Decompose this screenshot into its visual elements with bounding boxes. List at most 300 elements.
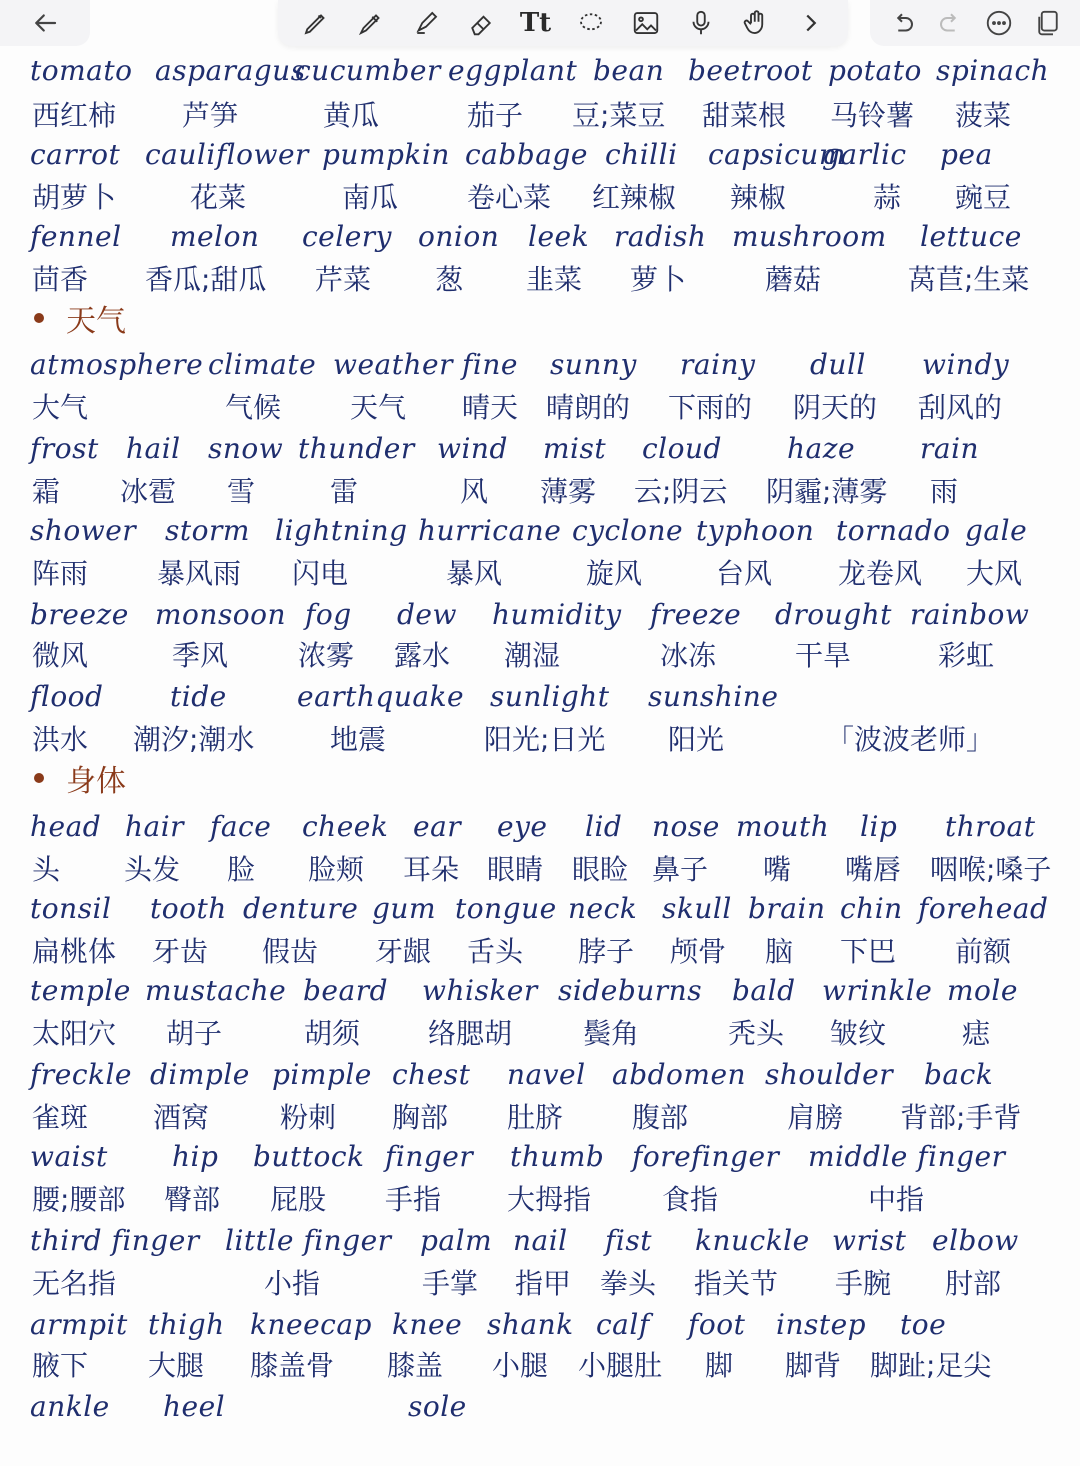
chinese-translation: 黄瓜 xyxy=(323,99,380,132)
chinese-translation: 前额 xyxy=(955,935,1012,968)
chinese-translation: 冰雹 xyxy=(120,475,177,508)
chinese-translation: 露水 xyxy=(394,639,451,672)
vocab-row xyxy=(0,1342,1080,1382)
chinese-translation: 肩膀 xyxy=(787,1101,844,1134)
chinese-translation: 阴霾;薄雾 xyxy=(766,475,888,508)
chevron-right-icon[interactable] xyxy=(791,3,831,43)
chinese-translation: 晴朗的 xyxy=(546,391,631,424)
english-word: fog xyxy=(305,598,352,631)
english-word: garlic xyxy=(822,138,907,171)
lasso-icon[interactable] xyxy=(571,3,611,43)
english-word: waist xyxy=(30,1140,108,1173)
vocab-row xyxy=(0,216,1080,256)
chinese-translation: 胡萝卜 xyxy=(32,181,117,214)
english-word: lightning xyxy=(275,514,408,547)
chinese-translation: 小腿肚 xyxy=(578,1349,663,1382)
english-word: melon xyxy=(170,220,260,253)
chinese-translation: 头发 xyxy=(124,853,181,886)
english-word: gale xyxy=(965,514,1028,547)
english-word: palm xyxy=(420,1224,493,1257)
chinese-translation: 脑 xyxy=(765,935,794,968)
pages-icon[interactable] xyxy=(1028,3,1068,43)
chinese-translation: 地震 xyxy=(330,723,387,756)
section-heading xyxy=(34,296,126,340)
vocab-row xyxy=(0,1260,1080,1300)
vocab-row xyxy=(0,1426,1080,1466)
english-word: hail xyxy=(126,432,181,465)
chinese-translation: 阵雨 xyxy=(32,557,89,590)
chinese-translation: 牙齿 xyxy=(152,935,209,968)
chinese-translation: 西红柿 xyxy=(32,99,117,132)
chinese-translation: 阳光 xyxy=(668,723,725,756)
vocab-row xyxy=(0,1304,1080,1344)
chinese-translation: 微风 xyxy=(32,639,89,672)
chinese-translation: 云;阴云 xyxy=(634,475,728,508)
chinese-translation: 卷心菜 xyxy=(467,181,552,214)
english-word: wrinkle xyxy=(822,974,933,1007)
pencil-icon[interactable] xyxy=(351,3,391,43)
chinese-translation: 大气 xyxy=(32,391,89,424)
vocab-row xyxy=(0,344,1080,384)
english-word: nose xyxy=(652,810,720,843)
chinese-translation: 葱 xyxy=(435,263,464,296)
chinese-translation: 臀部 xyxy=(164,1183,221,1216)
chinese-translation: 指关节 xyxy=(694,1267,779,1300)
english-word: abdomen xyxy=(612,1058,747,1091)
chinese-translation: 酒窝 xyxy=(153,1101,210,1134)
english-word: humidity xyxy=(492,598,622,631)
english-word: rainy xyxy=(680,348,756,381)
chinese-translation: 雪 xyxy=(227,475,256,508)
chinese-translation: 脚趾;足尖 xyxy=(870,1349,992,1382)
chinese-translation: 莴苣;生菜 xyxy=(908,263,1030,296)
chinese-translation: 胡子 xyxy=(166,1017,223,1050)
chinese-translation: 膝盖骨 xyxy=(250,1349,335,1382)
chinese-translation: 雨 xyxy=(930,475,959,508)
chinese-translation: 咽喉;嗓子 xyxy=(930,853,1052,886)
toolbar-left xyxy=(0,0,90,46)
english-word: pumpkin xyxy=(322,138,450,171)
english-word: cloud xyxy=(642,432,722,465)
english-word: dew xyxy=(397,598,457,631)
english-word: thumb xyxy=(510,1140,605,1173)
english-word: rainbow xyxy=(910,598,1030,631)
english-word: back xyxy=(924,1058,994,1091)
english-word: flood xyxy=(30,680,104,713)
vocab-row xyxy=(0,806,1080,846)
english-word: spinach xyxy=(936,54,1050,87)
english-word: skull xyxy=(662,892,732,925)
bullet-icon xyxy=(34,313,44,323)
chinese-translation: 脖子 xyxy=(578,935,635,968)
vocab-row xyxy=(0,384,1080,424)
english-word: freeze xyxy=(650,598,742,631)
chinese-translation: 胡须 xyxy=(304,1017,361,1050)
vocab-row xyxy=(0,676,1080,716)
chinese-translation: 刮风的 xyxy=(918,391,1003,424)
chinese-translation: 雷 xyxy=(330,475,359,508)
chinese-translation: 腰;腰部 xyxy=(32,1183,126,1216)
chinese-translation: 耳朵 xyxy=(403,853,460,886)
english-word: beard xyxy=(303,974,388,1007)
english-word: mist xyxy=(543,432,607,465)
english-word: pimple xyxy=(272,1058,372,1091)
vocab-row xyxy=(0,594,1080,634)
english-word: ankle xyxy=(30,1390,110,1423)
english-word: instep xyxy=(776,1308,867,1341)
chinese-translation: 红辣椒 xyxy=(592,181,677,214)
english-word: pea xyxy=(940,138,993,171)
vocab-row xyxy=(0,174,1080,214)
chinese-translation: 中指 xyxy=(868,1183,925,1216)
chinese-translation: 香瓜;甜瓜 xyxy=(145,263,267,296)
toolbar-right xyxy=(870,0,1080,46)
chinese-translation: 头 xyxy=(32,853,61,886)
english-word: bean xyxy=(593,54,665,87)
vocab-row xyxy=(0,1176,1080,1216)
chinese-translation: 嘴唇 xyxy=(845,853,902,886)
pen-icon[interactable] xyxy=(296,3,336,43)
english-word: haze xyxy=(787,432,856,465)
chinese-translation: 闪电 xyxy=(292,557,349,590)
undo-icon[interactable] xyxy=(882,3,922,43)
english-word: hurricane xyxy=(418,514,562,547)
author-credit: 「波波老师」 xyxy=(826,723,995,756)
chinese-translation: 萝卜 xyxy=(630,263,687,296)
chinese-translation: 腹部 xyxy=(632,1101,689,1134)
vocab-row xyxy=(0,92,1080,132)
english-word: shoulder xyxy=(765,1058,894,1091)
chinese-translation: 眼睛 xyxy=(487,853,544,886)
english-word: toe xyxy=(900,1308,947,1341)
chinese-translation: 旋风 xyxy=(586,557,643,590)
chinese-translation: 小指 xyxy=(264,1267,321,1300)
english-word: monsoon xyxy=(155,598,287,631)
english-word: dull xyxy=(810,348,866,381)
english-word: temple xyxy=(30,974,131,1007)
english-word: knee xyxy=(392,1308,463,1341)
chinese-translation: 脚背 xyxy=(785,1349,842,1382)
english-word: cauliflower xyxy=(145,138,309,171)
english-word: eye xyxy=(497,810,548,843)
chinese-translation: 南瓜 xyxy=(342,181,399,214)
vocab-row xyxy=(0,928,1080,968)
chinese-translation: 天气 xyxy=(350,391,407,424)
vocab-row xyxy=(0,888,1080,928)
english-word: mustache xyxy=(145,974,287,1007)
english-word: breeze xyxy=(30,598,129,631)
section-heading xyxy=(34,756,126,800)
vocab-row xyxy=(0,632,1080,672)
chinese-translation: 茄子 xyxy=(467,99,524,132)
vocab-row xyxy=(0,134,1080,174)
chinese-translation: 指甲 xyxy=(515,1267,572,1300)
english-word: brain xyxy=(748,892,826,925)
chinese-translation: 龙卷风 xyxy=(838,557,923,590)
english-word: armpit xyxy=(30,1308,128,1341)
vocab-row xyxy=(0,970,1080,1010)
chinese-translation: 潮湿 xyxy=(504,639,561,672)
chinese-translation: 胸部 xyxy=(392,1101,449,1134)
chinese-translation: 手指 xyxy=(385,1183,442,1216)
english-word: wind xyxy=(437,432,508,465)
english-word: eggplant xyxy=(448,54,578,87)
english-word: beetroot xyxy=(688,54,813,87)
english-word: frost xyxy=(30,432,99,465)
chinese-translation: 菠菜 xyxy=(955,99,1012,132)
english-word: mouth xyxy=(736,810,830,843)
english-word: drought xyxy=(775,598,892,631)
chinese-translation: 太阳穴 xyxy=(32,1017,117,1050)
chinese-translation: 下雨的 xyxy=(668,391,753,424)
english-word: mushroom xyxy=(732,220,887,253)
chinese-translation: 彩虹 xyxy=(938,639,995,672)
more-icon[interactable] xyxy=(979,3,1019,43)
english-word: face xyxy=(210,810,272,843)
english-word: thigh xyxy=(148,1308,225,1341)
english-word: heel xyxy=(163,1390,226,1423)
english-word: onion xyxy=(418,220,500,253)
redo-icon[interactable] xyxy=(931,3,971,43)
english-word: tomato xyxy=(30,54,133,87)
english-word: foot xyxy=(688,1308,746,1341)
english-word: sunny xyxy=(550,348,637,381)
english-word: third finger xyxy=(30,1224,200,1257)
chinese-translation: 霜 xyxy=(32,475,61,508)
english-word: whisker xyxy=(422,974,538,1007)
english-word: weather xyxy=(333,348,453,381)
chinese-translation: 晴天 xyxy=(462,391,519,424)
chinese-translation: 假齿 xyxy=(262,935,319,968)
chinese-translation: 食指 xyxy=(662,1183,719,1216)
english-word: neck xyxy=(568,892,638,925)
toolbar xyxy=(0,0,1080,46)
chinese-translation: 脸颊 xyxy=(308,853,365,886)
english-word: snow xyxy=(208,432,284,465)
chinese-translation: 肘部 xyxy=(945,1267,1002,1300)
english-word: hair xyxy=(125,810,185,843)
chinese-translation: 屁股 xyxy=(270,1183,327,1216)
chinese-translation: 洪水 xyxy=(32,723,89,756)
chinese-translation: 下巴 xyxy=(840,935,897,968)
english-word: sole xyxy=(408,1390,467,1423)
english-word: sideburns xyxy=(558,974,703,1007)
highlighter-icon[interactable] xyxy=(406,3,446,43)
chinese-translation: 茴香 xyxy=(32,263,89,296)
english-word: navel xyxy=(507,1058,586,1091)
chinese-translation: 芹菜 xyxy=(315,263,372,296)
english-word: chilli xyxy=(605,138,678,171)
chinese-translation: 鼻子 xyxy=(652,853,709,886)
english-word: climate xyxy=(208,348,317,381)
english-word: elbow xyxy=(932,1224,1019,1257)
chinese-translation: 蒜 xyxy=(873,181,902,214)
chinese-translation: 干旱 xyxy=(795,639,852,672)
chinese-translation: 膝盖 xyxy=(387,1349,444,1382)
vocab-row xyxy=(0,468,1080,508)
vocab-row xyxy=(0,428,1080,468)
vocab-row xyxy=(0,1094,1080,1134)
text-tool-icon[interactable]: Tt xyxy=(519,8,552,38)
chinese-translation: 韭菜 xyxy=(526,263,583,296)
hand-icon[interactable] xyxy=(736,3,776,43)
chinese-translation: 蘑菇 xyxy=(765,263,822,296)
english-word: little finger xyxy=(225,1224,392,1257)
chinese-translation: 粉刺 xyxy=(280,1101,337,1134)
english-word: chest xyxy=(392,1058,471,1091)
vocab-row xyxy=(0,1054,1080,1094)
chinese-translation: 阳光;日光 xyxy=(484,723,606,756)
english-word: forehead xyxy=(918,892,1049,925)
english-word: tongue xyxy=(455,892,557,925)
chinese-translation: 舌头 xyxy=(467,935,524,968)
chinese-translation: 气候 xyxy=(225,391,282,424)
english-word: sunshine xyxy=(648,680,779,713)
english-word: tonsil xyxy=(30,892,112,925)
chinese-translation: 无名指 xyxy=(32,1267,117,1300)
chinese-translation: 手腕 xyxy=(835,1267,892,1300)
chinese-translation: 薄雾 xyxy=(540,475,597,508)
english-word: shower xyxy=(30,514,137,547)
english-word: lip xyxy=(860,810,898,843)
chinese-translation: 辣椒 xyxy=(730,181,787,214)
english-word: denture xyxy=(243,892,359,925)
section-heading-text: 身体 xyxy=(66,764,126,799)
chinese-translation: 小腿 xyxy=(492,1349,549,1382)
section-heading-text: 天气 xyxy=(66,304,126,339)
notes-page[interactable] xyxy=(0,46,1080,1440)
drawing-tools xyxy=(278,0,848,46)
english-word: atmosphere xyxy=(30,348,204,381)
chinese-translation: 牙龈 xyxy=(375,935,432,968)
english-word: leek xyxy=(528,220,590,253)
english-word: celery xyxy=(302,220,392,253)
chinese-translation: 脚 xyxy=(705,1349,734,1382)
bullet-icon xyxy=(34,773,44,783)
microphone-icon[interactable] xyxy=(681,3,721,43)
english-word: typhoon xyxy=(696,514,815,547)
english-word: hip xyxy=(172,1140,219,1173)
vocab-row xyxy=(0,846,1080,886)
chinese-translation: 拳头 xyxy=(600,1267,657,1300)
chinese-translation: 颅骨 xyxy=(670,935,727,968)
chinese-translation: 潮汐;潮水 xyxy=(133,723,255,756)
english-word: nail xyxy=(513,1224,568,1257)
chinese-translation: 鬓角 xyxy=(583,1017,640,1050)
english-word: carrot xyxy=(30,138,121,171)
english-word: tide xyxy=(170,680,227,713)
vocab-row xyxy=(0,1386,1080,1426)
chinese-translation: 秃头 xyxy=(728,1017,785,1050)
english-word: wrist xyxy=(832,1224,907,1257)
english-word: lettuce xyxy=(920,220,1022,253)
chinese-translation: 痣 xyxy=(962,1017,991,1050)
chinese-translation: 浓雾 xyxy=(298,639,355,672)
english-word: ear xyxy=(413,810,462,843)
english-word: chin xyxy=(840,892,903,925)
chinese-translation: 阴天的 xyxy=(793,391,878,424)
english-word: fine xyxy=(462,348,518,381)
back-arrow-icon[interactable] xyxy=(25,3,65,43)
chinese-translation: 腋下 xyxy=(32,1349,89,1382)
chinese-translation: 花菜 xyxy=(190,181,247,214)
vocab-row xyxy=(0,550,1080,590)
vocab-row xyxy=(0,256,1080,296)
chinese-translation: 嘴 xyxy=(763,853,792,886)
english-word: freckle xyxy=(30,1058,132,1091)
english-word: cyclone xyxy=(572,514,684,547)
vocab-row xyxy=(0,1010,1080,1050)
image-icon[interactable] xyxy=(626,3,666,43)
chinese-translation: 台风 xyxy=(716,557,773,590)
english-word: asparagus xyxy=(155,54,306,87)
english-word: sunlight xyxy=(490,680,610,713)
english-word: knuckle xyxy=(695,1224,810,1257)
vocab-row xyxy=(0,510,1080,550)
eraser-icon[interactable] xyxy=(461,3,501,43)
english-word: calf xyxy=(596,1308,650,1341)
chinese-translation: 肚脐 xyxy=(507,1101,564,1134)
english-word: forefinger xyxy=(632,1140,780,1173)
english-word: radish xyxy=(614,220,707,253)
english-word: lid xyxy=(585,810,623,843)
english-word: mole xyxy=(947,974,1018,1007)
chinese-translation: 冰冻 xyxy=(660,639,717,672)
vocab-row xyxy=(0,1136,1080,1176)
english-word: earthquake xyxy=(297,680,465,713)
english-word: windy xyxy=(922,348,1010,381)
chinese-translation: 雀斑 xyxy=(32,1101,89,1134)
chinese-translation: 背部;手背 xyxy=(900,1101,1022,1134)
english-word: finger xyxy=(385,1140,474,1173)
english-word: storm xyxy=(165,514,250,547)
chinese-translation: 大腿 xyxy=(148,1349,205,1382)
chinese-translation: 豆;菜豆 xyxy=(572,99,666,132)
chinese-translation: 季风 xyxy=(172,639,229,672)
chinese-translation: 豌豆 xyxy=(955,181,1012,214)
english-word: rain xyxy=(920,432,980,465)
vocab-row xyxy=(0,50,1080,90)
english-word: buttock xyxy=(253,1140,365,1173)
chinese-translation: 甜菜根 xyxy=(702,99,787,132)
chinese-translation: 扁桃体 xyxy=(32,935,117,968)
english-word: capsicum xyxy=(708,138,846,171)
english-word: thunder xyxy=(298,432,415,465)
english-word: potato xyxy=(828,54,922,87)
english-word: cucumber xyxy=(295,54,441,87)
chinese-translation: 脸 xyxy=(227,853,256,886)
chinese-translation: 眼睑 xyxy=(572,853,629,886)
english-word: shank xyxy=(487,1308,574,1341)
english-word: tornado xyxy=(836,514,951,547)
english-word: kneecap xyxy=(250,1308,372,1341)
chinese-translation: 大拇指 xyxy=(507,1183,592,1216)
chinese-translation: 芦笋 xyxy=(182,99,239,132)
chinese-translation: 手掌 xyxy=(422,1267,479,1300)
english-word: dimple xyxy=(150,1058,250,1091)
english-word: fennel xyxy=(30,220,122,253)
english-word: fist xyxy=(605,1224,652,1257)
chinese-translation: 暴风雨 xyxy=(157,557,242,590)
english-word: cheek xyxy=(302,810,389,843)
english-word: head xyxy=(30,810,102,843)
english-word: tooth xyxy=(150,892,227,925)
english-word: cabbage xyxy=(465,138,588,171)
chinese-translation: 风 xyxy=(460,475,489,508)
chinese-translation: 皱纹 xyxy=(830,1017,887,1050)
vocab-row xyxy=(0,1220,1080,1260)
english-word: gum xyxy=(372,892,437,925)
